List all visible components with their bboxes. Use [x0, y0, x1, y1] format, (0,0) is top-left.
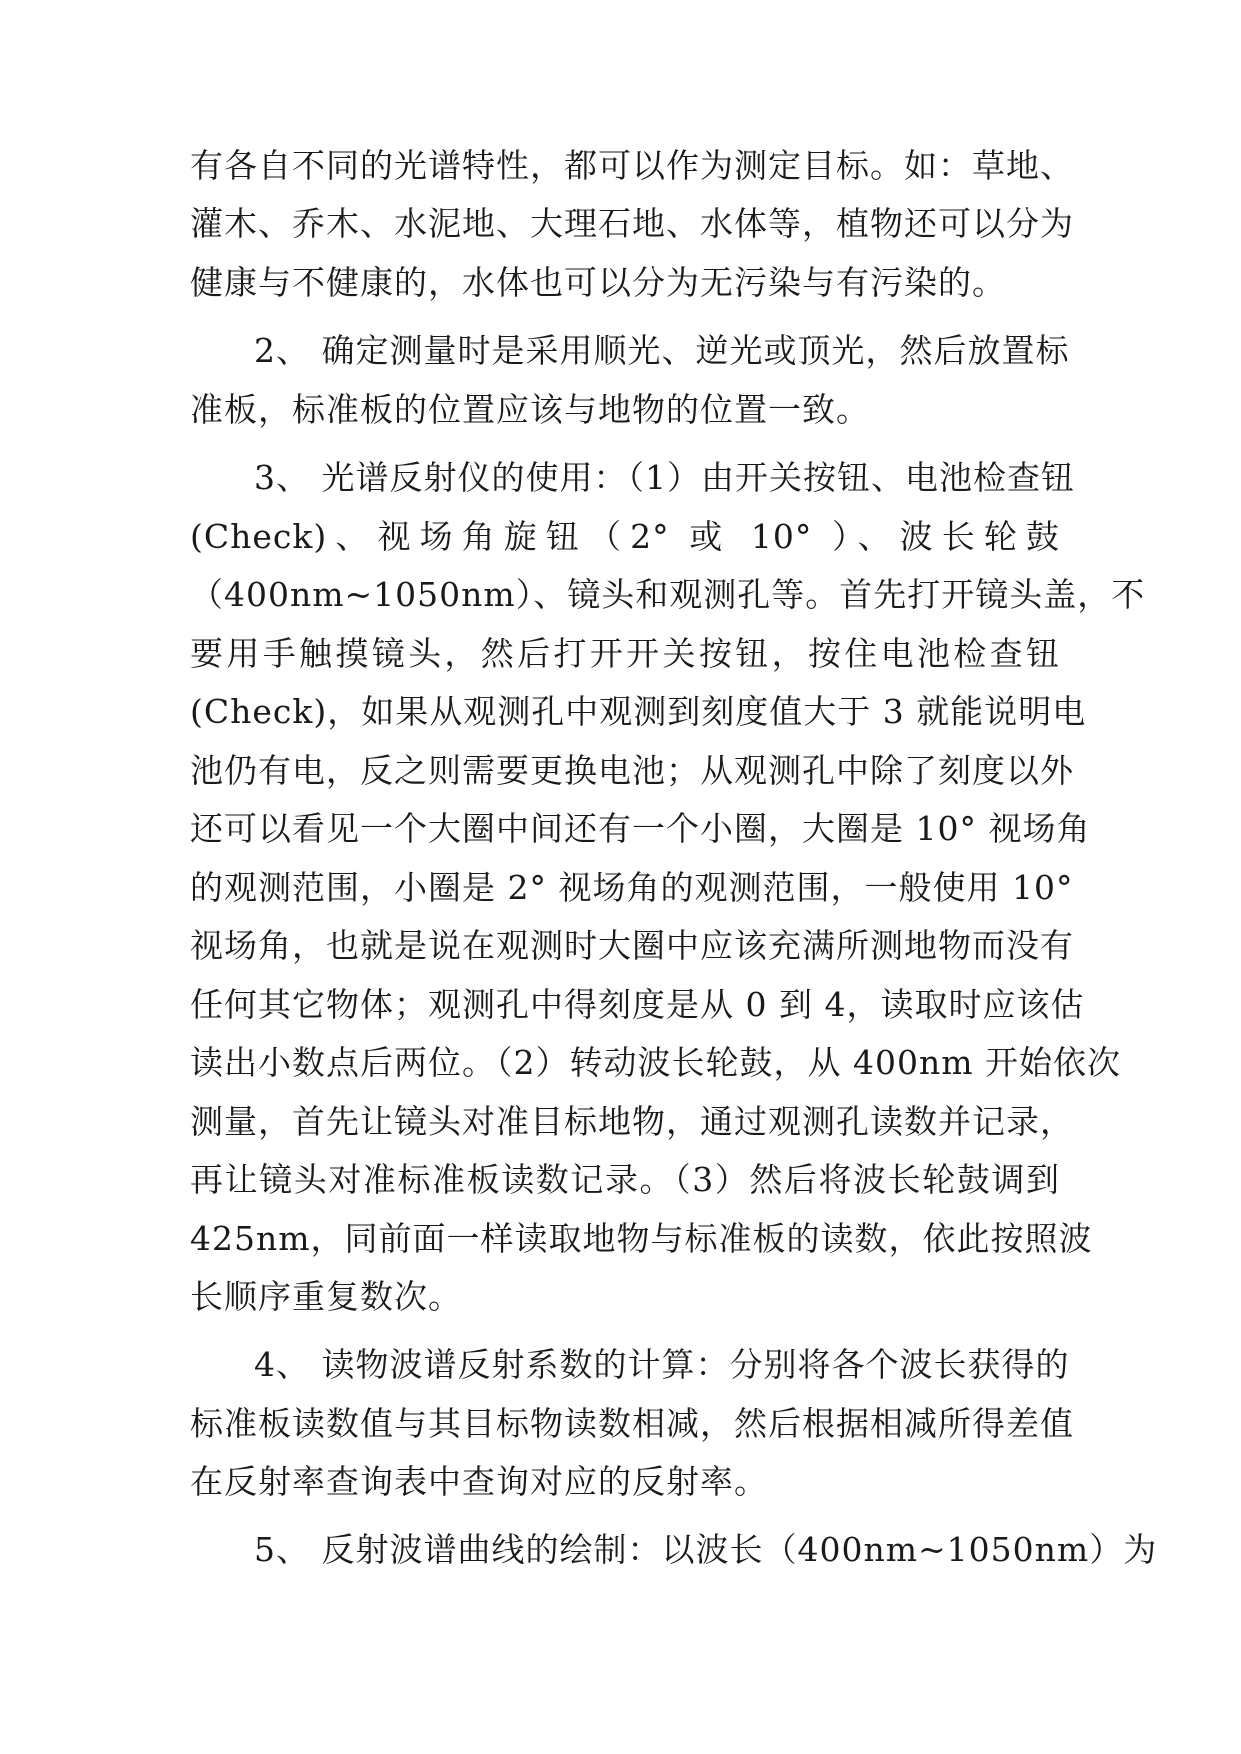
text-line: 健康与不健康的，水体也可以分为无污染与有污染的。 — [190, 263, 1006, 302]
text-line: 再让镜头对准标准板读数记录。（3）然后将波长轮鼓调到 — [190, 1160, 1060, 1199]
paragraph-start-line: 3、 光谱反射仪的使用：（1）由开关按钮、电池检查钮 — [254, 458, 1075, 497]
text-line: (Check)，如果从观测孔中观测到刻度值大于 3 就能说明电 — [190, 692, 1087, 731]
text-line: 425nm，同前面一样读取地物与标准板的读数，依此按照波 — [190, 1219, 1093, 1258]
text-line: 在反射率查询表中查询对应的反射率。 — [190, 1462, 768, 1501]
text-line: 要用手触摸镜头，然后打开开关按钮，按住电池检查钮 — [190, 634, 1060, 673]
text-line: （400nm~1050nm）、镜头和观测孔等。首先打开镜头盖，不 — [190, 575, 1146, 614]
paragraph-start-line: 4、 读物波谱反射系数的计算：分别将各个波长获得的 — [254, 1345, 1070, 1384]
paragraph-start-line: 2、 确定测量时是采用顺光、逆光或顶光，然后放置标 — [254, 331, 1070, 370]
text-line: 读出小数点后两位。（2）转动波长轮鼓，从 400nm 开始依次 — [190, 1043, 1122, 1082]
text-line: 有各自不同的光谱特性，都可以作为测定目标。如：草地、 — [190, 146, 1074, 185]
text-line: 标准板读数值与其目标物读数相减，然后根据相减所得差值 — [190, 1404, 1074, 1443]
text-line: (Check)、视场角旋钮（2° 或 10° ）、波长轮鼓 — [190, 517, 1060, 556]
text-line: 准板，标准板的位置应该与地物的位置一致。 — [190, 390, 870, 429]
paragraph-start-line: 5、 反射波谱曲线的绘制：以波长（400nm~1050nm）为 — [254, 1530, 1158, 1569]
text-line: 测量，首先让镜头对准目标地物，通过观测孔读数并记录， — [190, 1102, 1074, 1141]
text-line: 长顺序重复数次。 — [190, 1277, 462, 1316]
text-line: 的观测范围，小圈是 2° 视场角的观测范围，一般使用 10° — [190, 868, 1074, 907]
text-line: 视场角，也就是说在观测时大圈中应该充满所测地物而没有 — [190, 926, 1074, 965]
text-line: 池仍有电，反之则需要更换电池；从观测孔中除了刻度以外 — [190, 751, 1074, 790]
text-line: 灌木、乔木、水泥地、大理石地、水体等，植物还可以分为 — [190, 204, 1074, 243]
text-line: 还可以看见一个大圈中间还有一个小圈，大圈是 10° 视场角 — [190, 809, 1091, 848]
text-line: 任何其它物体；观测孔中得刻度是从 0 到 4，读取时应该估 — [190, 985, 1085, 1024]
